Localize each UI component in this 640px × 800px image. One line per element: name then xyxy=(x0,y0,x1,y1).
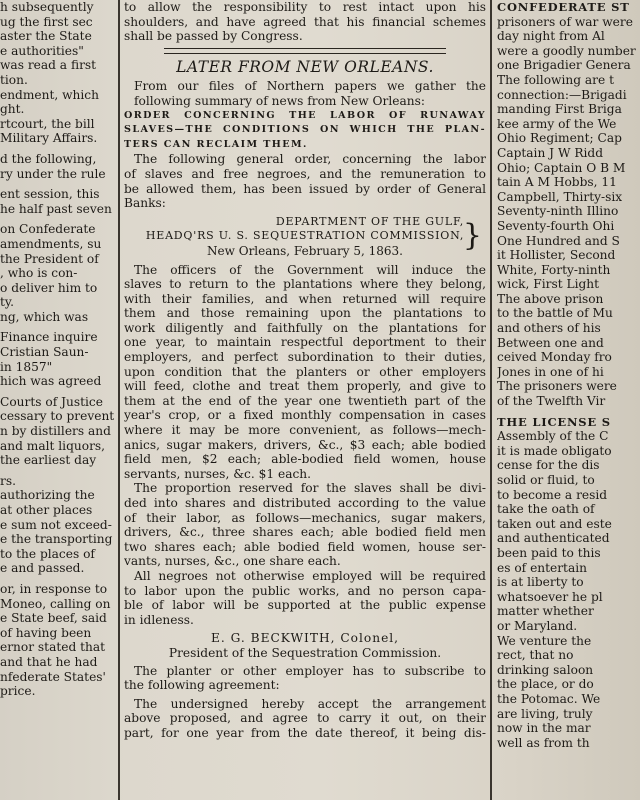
text-line: Captain J W Ridd xyxy=(497,145,604,160)
text-line: at other places xyxy=(0,503,93,517)
text-line: n by distillers and xyxy=(0,424,111,439)
text-line: and others of his xyxy=(497,321,601,336)
text-line: of slaves and free negroes, and the remuneration to xyxy=(124,166,486,181)
text-line: tain A M Hobbs, 11 xyxy=(497,175,617,190)
text-line: rs. xyxy=(0,473,16,488)
text-line: and malt liquors, xyxy=(0,438,106,453)
text-line: Ohio; Captain O B M xyxy=(497,160,626,175)
text-line: to the battle of Mu xyxy=(497,306,613,321)
text-line: employers, and perfect subordination to their duties, xyxy=(124,350,486,365)
text-line: ernor stated that xyxy=(0,640,106,655)
text-line: Assembly of the C xyxy=(497,429,609,444)
text-line: DEPARTMENT OF THE GULF, xyxy=(275,214,464,228)
text-line: ble of labor will be supported at the public expense xyxy=(124,598,486,613)
text-line: solid or fluid, to xyxy=(497,473,595,487)
text-line: slaves to return to the plantations where they belong, xyxy=(124,277,486,292)
text-line: it Hollister, Second xyxy=(497,248,616,263)
text-line: to labor upon the public works, and no person capa- xyxy=(124,583,486,598)
text-line: servants, nurses, &c. $1 each. xyxy=(124,466,312,481)
text-line: cense for the dis xyxy=(497,458,600,473)
text-line: White, Forty-ninth xyxy=(497,262,611,277)
text-line: endment, which xyxy=(0,87,99,102)
text-line: upon condition that the planters or other employers xyxy=(124,364,486,379)
text-line: Moneo, calling on xyxy=(0,596,111,611)
text-line: anics, sugar makers, drivers, &c., $3 each; able bodied xyxy=(124,437,486,452)
section-divider xyxy=(164,48,446,54)
text-line: ty. xyxy=(0,295,15,310)
text-line: taken out and este xyxy=(497,516,612,531)
text-line: President of the Sequestration Commission. xyxy=(168,645,442,660)
text-line: THE LICENSE S xyxy=(497,414,611,429)
text-line: h subsequently xyxy=(0,0,94,14)
text-line: kee army of the We xyxy=(497,116,617,131)
text-line: The prisoners were xyxy=(497,379,617,394)
text-line: vants, nurses, &c., one share each. xyxy=(124,554,341,569)
text-line: and that he had xyxy=(0,654,98,669)
text-line: part, for one year from the date thereof, it being dis- xyxy=(124,725,486,740)
text-line: Ohio Regiment; Cap xyxy=(497,131,622,146)
text-line: E. G. BECKWITH, Colonel, xyxy=(210,631,400,646)
text-line: price. xyxy=(0,684,36,699)
text-line: authorizing the xyxy=(0,488,95,503)
signature xyxy=(124,631,486,660)
text-line: been paid to this xyxy=(497,545,601,560)
text-line: take the oath of xyxy=(497,502,595,517)
text-line: is at liberty to xyxy=(497,575,584,590)
text-line: of the Twelfth Vir xyxy=(497,394,606,409)
text-line: drinking saloon xyxy=(497,662,594,677)
text-line: will feed, clothe and treat them properly, and give to xyxy=(124,379,486,394)
text-line: e State beef, said xyxy=(0,611,107,626)
text-line: the following agreement: xyxy=(124,678,280,693)
text-line: e the transporting xyxy=(0,532,113,547)
text-line: one year, to maintain respectful deportment to their xyxy=(124,335,486,350)
text-line: to become a resid xyxy=(497,487,608,502)
text-line: ug the first sec xyxy=(0,14,93,29)
top-paragraph xyxy=(124,0,486,44)
text-line: aster the State xyxy=(0,29,92,44)
text-line: or, in response to xyxy=(0,581,108,596)
text-line: ry under the rule xyxy=(0,166,106,181)
text-line: The proportion reserved for the slaves shall be divi- xyxy=(134,481,486,496)
text-line: work diligently and faithfully on the plantations for xyxy=(124,320,486,335)
text-line: es of entertain xyxy=(497,560,587,575)
text-line: connection:—Brigadi xyxy=(497,87,627,102)
text-line: One Hundred and S xyxy=(497,233,620,248)
text-line: ent session, this xyxy=(0,187,100,202)
text-line: matter whether xyxy=(497,604,594,619)
text-line: drivers, &c., three shares each; able bodied field men xyxy=(124,525,486,540)
text-line: The planter or other employer has to subscribe to xyxy=(134,663,486,678)
paragraph-negroes xyxy=(124,569,486,627)
text-line: Military Affairs. xyxy=(0,131,98,146)
text-line: From our files of Northern papers we gather the xyxy=(134,79,486,94)
text-line: of their labor, as follows—mechanics, sugar makers, xyxy=(124,510,486,525)
text-line: now in the mar xyxy=(497,721,591,736)
text-line: Seventy-ninth Illino xyxy=(497,204,619,219)
text-line: shoulders, and have agreed that his financial schemes xyxy=(124,14,486,29)
text-line: are living, truly xyxy=(497,706,593,721)
paragraph-planter xyxy=(124,664,486,693)
text-line: on Confederate xyxy=(0,222,96,237)
text-line: CONFEDERATE ST xyxy=(497,0,630,14)
text-line: whatsoever he pl xyxy=(497,589,603,604)
text-line: o deliver him to xyxy=(0,280,98,295)
text-line: was read a first xyxy=(0,58,97,73)
middle-column xyxy=(124,0,486,800)
subhead xyxy=(124,109,486,153)
text-line: where it may be more convenient, as follows—mech- xyxy=(124,423,486,438)
text-line: e and passed. xyxy=(0,561,85,576)
text-line: e sum not exceed- xyxy=(0,517,112,532)
text-line: with their families, and when returned will require xyxy=(124,291,486,306)
text-line: in 1857" xyxy=(0,359,53,374)
text-line: day night from Al xyxy=(497,29,605,44)
text-line: hich was agreed xyxy=(0,374,102,389)
text-line: The following general order, concerning the labor xyxy=(134,152,486,167)
text-line: Seventy-fourth Ohi xyxy=(497,218,615,233)
text-line: cessary to prevent xyxy=(0,409,115,424)
text-line: ded into shares and distributed according to the value xyxy=(124,496,486,510)
text-line: in idleness. xyxy=(124,612,194,627)
subhead-line: TERS CAN RECLAIM THEM. xyxy=(124,138,308,150)
text-line: Jones in one of hi xyxy=(497,364,604,379)
text-line: The following are t xyxy=(497,72,614,87)
paragraph-agreement xyxy=(124,697,486,741)
text-line: shall be passed by Congress. xyxy=(124,29,303,44)
text-line: amendments, su xyxy=(0,236,102,251)
text-line: rtcourt, the bill xyxy=(0,116,95,131)
text-line: Campbell, Thirty-six xyxy=(497,189,623,204)
paragraph-officers xyxy=(124,263,486,482)
text-line: Banks: xyxy=(124,196,166,211)
text-line: ght. xyxy=(0,102,25,117)
paragraph-order xyxy=(124,152,486,210)
brace-glyph: } xyxy=(462,217,482,253)
text-line: it is made obligato xyxy=(497,443,612,458)
text-line: well as from th xyxy=(497,735,590,750)
text-line: them and those remaining upon the plantations to xyxy=(124,306,486,321)
text-line: rect, that no xyxy=(497,648,574,663)
text-line: be allowed them, has been issued by order of General xyxy=(124,181,486,196)
text-line: ng, which was xyxy=(0,309,89,324)
text-line: year's crop, or a fixed monthly compensation in cases xyxy=(124,408,486,423)
text-line: field men, $2 each; able-bodied field women, house xyxy=(124,452,486,467)
text-line: two shares each; able bodied field women, house ser- xyxy=(124,539,486,554)
headline: LATER FROM NEW ORLEANS. xyxy=(176,57,434,76)
text-line: tion. xyxy=(0,72,28,87)
text-line: the President of xyxy=(0,251,99,266)
text-line: The above prison xyxy=(497,291,604,306)
text-line: The officers of the Government will induce the xyxy=(134,262,486,277)
column-rule-left xyxy=(118,0,120,800)
text-line: wick, First Light xyxy=(497,277,600,292)
text-line: e authorities" xyxy=(0,43,84,58)
text-line: above proposed, and agree to carry it out, on their xyxy=(124,711,486,726)
text-line: them at the end of the year one twentieth part of the xyxy=(124,393,486,408)
text-line: manding First Briga xyxy=(497,102,622,117)
text-line: Finance inquire xyxy=(0,330,98,345)
subhead-line: SLAVES—THE CONDITIONS ON WHICH THE PLAN- xyxy=(124,124,486,136)
right-column xyxy=(497,0,640,800)
intro-paragraph xyxy=(124,79,486,108)
text-line: The undersigned hereby accept the arrangement xyxy=(134,696,486,711)
text-line: he half past seven xyxy=(0,201,112,216)
text-line: , who is con- xyxy=(0,266,78,281)
text-line: the earliest day xyxy=(0,453,97,468)
text-line: prisoners of war were xyxy=(497,14,633,29)
text-line: New Orleans, February 5, 1863. xyxy=(207,243,403,258)
text-line: Courts of Justice xyxy=(0,394,103,409)
text-line: d the following, xyxy=(0,151,97,166)
text-line: the place, or do xyxy=(497,677,594,692)
text-line: HEADQ'RS U. S. SEQUESTRATION COMMISSION, xyxy=(145,229,465,243)
text-line: Cristian Saun- xyxy=(0,345,89,360)
text-line: the Potomac. We xyxy=(497,691,601,706)
text-line: one Brigadier Genera xyxy=(497,58,631,73)
text-line: Between one and xyxy=(497,335,604,350)
column-rule-right xyxy=(490,0,492,800)
text-line: nfederate States' xyxy=(0,669,106,684)
text-line: to the places of xyxy=(0,546,95,561)
text-line: All negroes not otherwise employed will be required xyxy=(134,568,486,583)
text-line: or Maryland. xyxy=(497,618,578,633)
department-heading xyxy=(124,215,486,259)
text-line: and authenticated xyxy=(497,531,610,546)
subhead-line: ORDER CONCERNING THE LABOR OF RUNAWAY xyxy=(124,109,486,121)
paragraph-proportion xyxy=(124,481,486,569)
text-line: We venture the xyxy=(497,633,592,648)
text-line: were a goodly number xyxy=(497,43,636,58)
text-line: of having been xyxy=(0,625,92,640)
text-line: ceived Monday fro xyxy=(497,350,612,365)
text-line: to allow the responsibility to rest intact upon his xyxy=(124,0,486,14)
text-line: following summary of news from New Orleans: xyxy=(134,93,425,108)
left-column xyxy=(0,0,116,800)
